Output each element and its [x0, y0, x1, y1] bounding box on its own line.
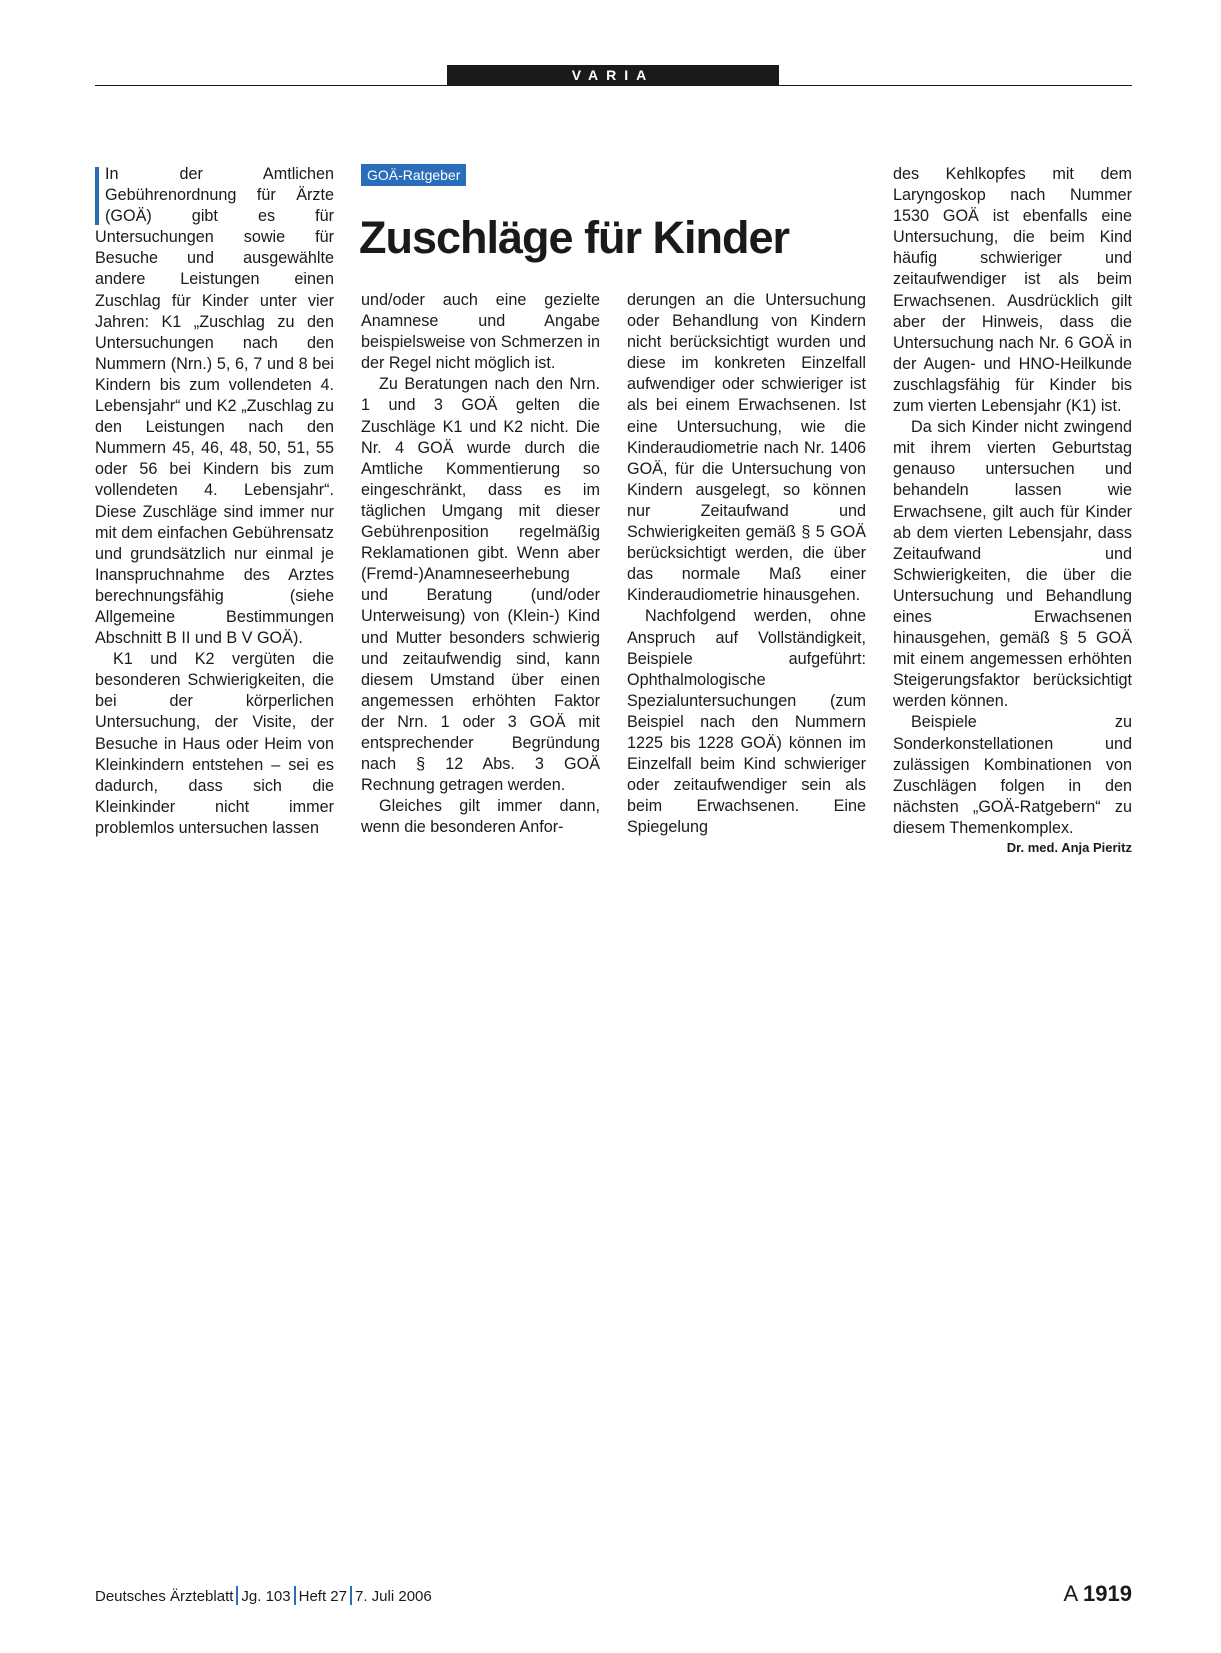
body-paragraph: Da sich Kinder nicht zwingend mit ihrem vierten Geburtstag genauso untersuchen und behandeln lassen wie Erwachsene, gilt auch für Kinder ab dem vierten Lebensjahr, dass Zeitaufwand und Schwierigkeiten, die über die Untersuchung und Behandlung eines Erwachsenen hinausgehen, gemäß § 5 GOÄ mit einem angemessen erhöhten Steigerungsfaktor berücksichtigt werden können. [893, 418, 1132, 711]
volume: Jg. 103 [241, 1588, 291, 1605]
author-byline: Dr. med. Anja Pieritz [1006, 840, 1132, 855]
journal-name: Deutsches Ärzteblatt [95, 1588, 234, 1605]
article-column-3 [627, 290, 866, 838]
page-prefix: A [1063, 1581, 1077, 1606]
body-paragraph: derungen an die Untersuchung oder Behandlung von Kindern nicht berücksichtigt wurden und diese im konkreten Einzelfall aufwendiger oder schwieriger ist als bei einem Erwachsenen. Ist eine Untersuchung, wie die Kinderaudiometrie nach Nr. 1406 GOÄ, für die Untersuchung von Kindern ausgelegt, so können nur Zeitaufwand und Schwierigkeiten gemäß § 5 GOÄ berücksichtigt werden, die über das normale Maß einer Kinderaudiometrie hinausgehen. [627, 291, 866, 605]
page-number-value: 1919 [1083, 1581, 1132, 1606]
article-column-4 [893, 164, 1132, 857]
body-paragraph: des Kehlkopfes mit dem Laryngoskop nach Nummer 1530 GOÄ ist ebenfalls eine Untersuchung, die beim Kind häufig schwieriger und zeitaufwendiger ist als beim Erwachsenen. Ausdrücklich gilt aber der Hinweis, dass die Untersuchung nach Nr. 6 GOÄ in der Augen- und HNO-Heilkunde zuschlagsfähig für Kinder bis zum vierten Lebensjahr (K1) ist. [893, 165, 1132, 416]
body-paragraph: K1 und K2 vergüten die besonderen Schwierigkeiten, die bei der körperlichen Untersuchung, der Visite, der Besuche in Haus oder Heim von Kleinkindern entstehen – sei es dadurch, dass sich die Kleinkinder nicht immer problemlos untersuchen lassen [95, 650, 334, 837]
article-column-1 [95, 164, 334, 839]
rubric-badge: GOÄ-Ratgeber [361, 164, 466, 186]
article-title: Zuschläge für Kinder [359, 212, 790, 263]
article-column-2 [361, 290, 600, 838]
initial-bar [95, 167, 99, 225]
issue: Heft 27 [298, 1588, 347, 1605]
page-number [1063, 1580, 1132, 1608]
body-paragraph: Gleiches gilt immer dann, wenn die besonderen Anfor- [361, 797, 600, 837]
issue-date: 7. Juli 2006 [355, 1588, 432, 1605]
separator [294, 1586, 296, 1605]
body-paragraph: In der Amtlichen Gebührenordnung für Ärzte (GOÄ) gibt es für Untersuchungen sowie für Besuche und ausgewählte andere Leistungen einen Zuschlag für Kinder unter vier Jahren: K1 „Zuschlag zu den Untersuchungen nach den Nummern (Nrn.) 5, 6, 7 und 8 bei Kindern bis zum vollendeten 4. Lebensjahr“ und K2 „Zuschlag zu den Leistungen nach den Nummern 45, 46, 48, 50, 51, 55 oder 56 bei Kindern bis zum vollendeten 4. Lebensjahr“. Diese Zuschläge sind immer nur mit dem einfachen Gebührensatz und grundsätzlich nur einmal je Inanspruchnahme des Arztes berechnungsfähig (siehe Allgemeine Bestimmungen Abschnitt B II und B V GOÄ). [95, 165, 334, 648]
body-paragraph: Beispiele zu Sonderkonstellationen und zulässigen Kombinationen von Zuschlägen folgen in den nächsten „GOÄ-Ratgebern“ zu diesem Themenkomplex. [893, 713, 1132, 837]
separator [350, 1586, 352, 1605]
section-label: VARIA [447, 65, 779, 86]
body-paragraph: und/oder auch eine gezielte Anamnese und Angabe beispielsweise von Schmerzen in der Regel nicht möglich ist. [361, 291, 600, 373]
body-paragraph: Zu Beratungen nach den Nrn. 1 und 3 GOÄ gelten die Zuschläge K1 und K2 nicht. Die Nr. 4 GOÄ wurde durch die Amtliche Kommentierung so eingeschränkt, dass es im täglichen Umgang mit dieser Gebührenposition regelmäßig Reklamationen gibt. Wenn aber (Fremd-)Anamneseerhebung und Beratung (und/oder Unterweisung) von (Klein-) Kind und Mutter besonders schwierig und zeitaufwendig sind, kann diesem Umstand über einen angemessen erhöhten Faktor der Nrn. 1 oder 3 GOÄ mit entsprechender Begründung nach § 12 Abs. 3 GOÄ Rechnung getragen werden. [361, 375, 600, 795]
separator [236, 1586, 238, 1605]
body-paragraph: Nachfolgend werden, ohne Anspruch auf Vollständigkeit, Beispiele aufgeführt: Ophthalmologische Spezialuntersuchungen (zum Beispiel nach den Nummern 1225 bis 1228 GOÄ) können im Einzelfall beim Kind schwieriger oder zeitaufwendiger sein als beim Erwachsenen. Eine Spiegelung [627, 607, 866, 837]
footer-citation [95, 1586, 432, 1607]
